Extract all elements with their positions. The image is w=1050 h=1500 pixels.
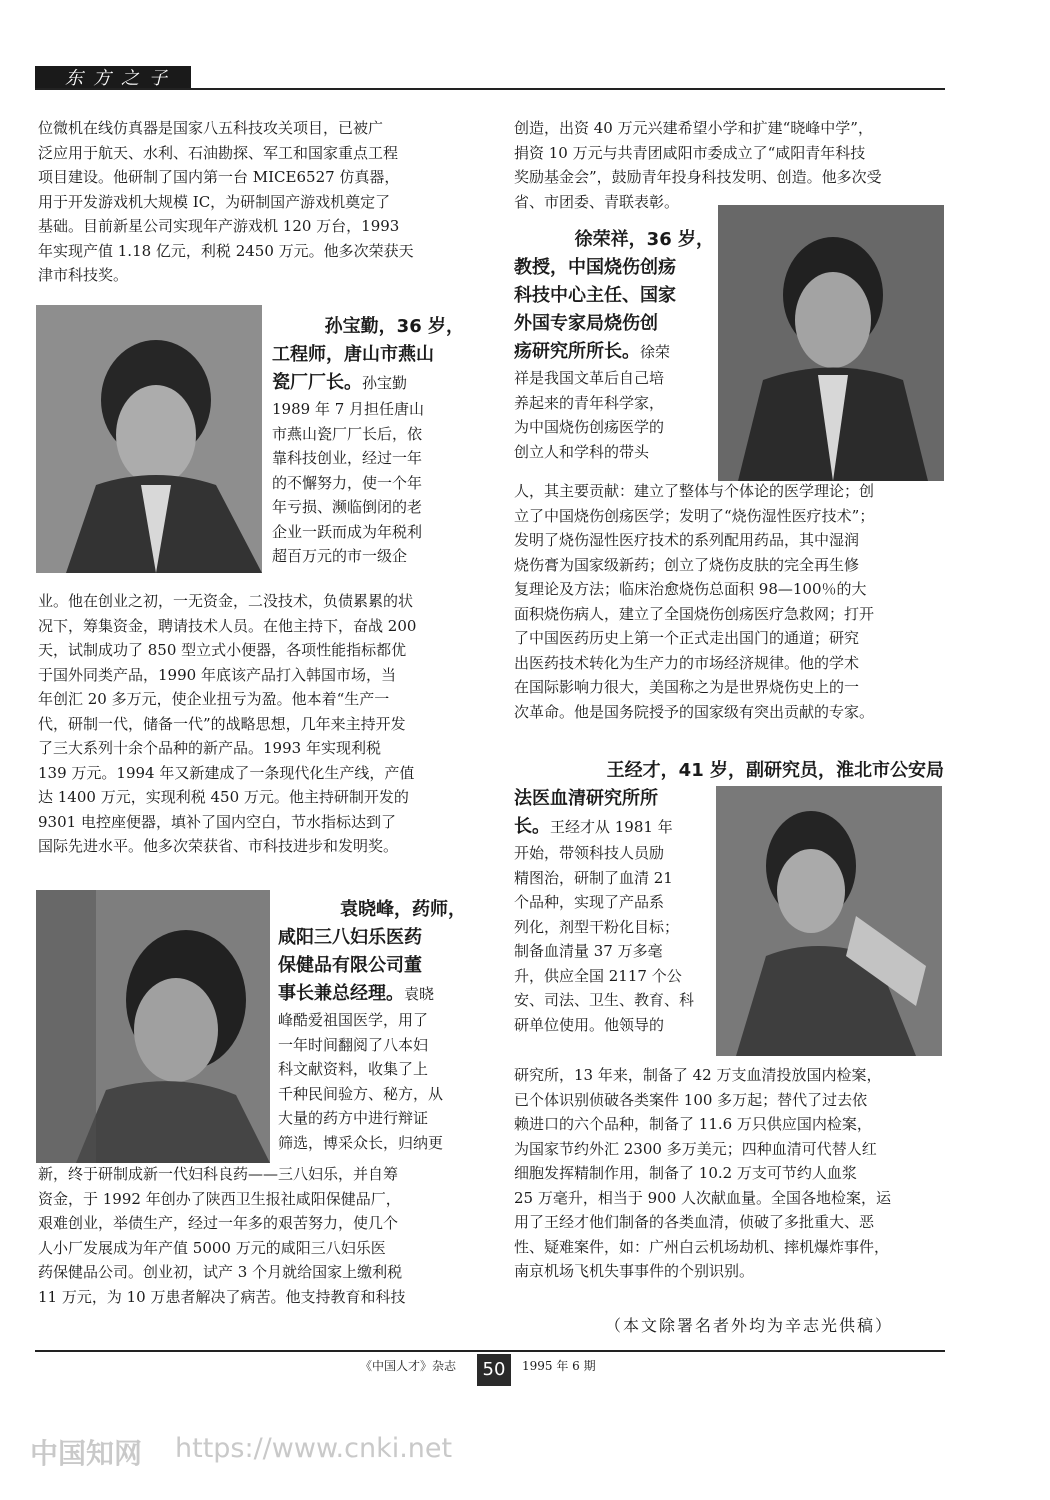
text-line: 养起来的青年科学家， — [514, 393, 665, 412]
yuan-heading-line: 事长兼总经理。 — [278, 983, 404, 1004]
xu-heading-line: 教授，中国烧伤创疡 — [514, 257, 676, 278]
page-number: 50 — [477, 1354, 511, 1386]
text-line: 泛应用于航天、水利、石油勘探、军工和国家重点工程 — [38, 143, 399, 162]
text-line: 国际先进水平。他多次荣获省、市科技进步和发明奖。 — [38, 837, 399, 855]
text-line: 1989 年 7 月担任唐山 — [272, 400, 425, 418]
text-line: 了中国医药历史上第一个正式走出国门的通道；研究 — [514, 629, 860, 647]
right-intro — [514, 116, 944, 214]
yuan-heading-line: 咸阳三八妇乐医药 — [278, 927, 422, 948]
portrait-image — [36, 890, 270, 1163]
wang-heading-full — [514, 757, 944, 785]
cnki-logo: 中国知网 — [30, 1437, 143, 1470]
text-line: 在国际影响力很大，美国称之为是世界烧伤史上的一 — [514, 678, 860, 696]
text-line: 业。他在创业之初，一无资金，二没技术，负债累累的状 — [38, 592, 414, 610]
text-line: 省、市团委、青联表彰。 — [514, 192, 680, 211]
wang-heading-line: 法医血清研究所所 — [514, 788, 658, 809]
xu-heading-line: 徐荣祥，36 岁， — [574, 229, 714, 250]
wang-heading-tail: 王经才从 1981 年 — [550, 818, 673, 836]
text-line: 峰酷爱祖国医学，用了 — [278, 1011, 429, 1029]
footer-issue: 1995 年 6 期 — [522, 1359, 596, 1373]
text-line: 的不懈努力，使一个年 — [272, 473, 423, 492]
portrait-wang-jingcai — [716, 786, 942, 1056]
footer-rule — [35, 1350, 945, 1352]
text-line: 企业一跃而成为年税利 — [272, 522, 423, 541]
text-line: 代，研制一代，储备一代”的战略思想，几年来主持开发 — [38, 714, 406, 733]
footer-magazine: 《中国人才》杂志 — [360, 1359, 457, 1373]
text-line: 达 1400 万元，实现利税 450 万元。他主持研制开发的 — [38, 788, 409, 806]
text-line: 了三大系列十余个品种的新产品。1993 年实现利税 — [38, 739, 381, 757]
text-line: 药保健品公司。创业初，试产 3 个月就给国家上缴利税 — [38, 1263, 403, 1281]
section-tab: 东方之子 — [35, 66, 191, 90]
wang-body — [514, 1063, 944, 1284]
text-line: 况下，筹集资金，聘请技术人员。在他主持下，奋战 200 — [38, 616, 417, 635]
text-line: 捐资 10 万元与共青团咸阳市委成立了“咸阳青年科技 — [514, 143, 866, 162]
text-line: 为国家节约外汇 2300 多万美元；四种血清可代替人红 — [514, 1139, 877, 1158]
text-line: 创立人和学科的带头 — [514, 442, 650, 461]
yuan-wrap-block — [278, 896, 466, 1155]
text-line: 次革命。他是国务院授予的国家级有突出贡献的专家。 — [514, 702, 875, 721]
text-line: 位微机在线仿真器是国家八五科技攻关项目，已被广 — [38, 119, 384, 137]
text-line: 超百万元的市一级企 — [272, 547, 408, 565]
xu-heading-line: 科技中心主任、国家 — [514, 285, 676, 306]
text-line: 年实现产值 1.18 亿元，利税 2450 万元。他多次荣获天 — [38, 241, 414, 260]
sun-heading-line: 孙宝勤，36 岁， — [324, 316, 464, 337]
wang-wrap-block — [514, 785, 714, 1037]
xu-heading-line: 疡研究所所长。 — [514, 341, 640, 362]
sun-body — [38, 589, 463, 859]
text-line: 一年时间翻阅了八本妇 — [278, 1035, 429, 1054]
xu-heading-tail-line — [514, 338, 714, 366]
text-line: 人小厂发展成为年产值 5000 万元的咸阳三八妇乐医 — [38, 1238, 386, 1257]
yuan-heading-line: 袁晓峰，药师， — [340, 899, 466, 920]
text-line: 用了王经才他们制备的各类血清，侦破了多批重大、恶 — [514, 1213, 875, 1231]
text-line: 基础。目前新星公司实现年产游戏机 120 万台，1993 — [38, 217, 400, 235]
text-line: 赖进口的六个品种，制备了 11.6 万只供应国内检案， — [514, 1115, 872, 1133]
text-line: 天，试制成功了 850 型立式小便器，各项性能指标都优 — [38, 641, 407, 659]
text-line: 列化，剂型干粉化目标； — [514, 917, 680, 936]
text-line: 安、司法、卫生、教育、科 — [514, 991, 695, 1009]
text-line: 性、疑难案件，如：广州白云机场劫机、摔机爆炸事件， — [514, 1237, 890, 1256]
wang-heading-tail-line — [514, 813, 714, 841]
portrait-xu-rongxiang — [718, 205, 944, 481]
text-line: 制备血清量 37 万多毫 — [514, 942, 663, 960]
text-line: 津市科技奖。 — [38, 266, 129, 284]
yuan-heading-tail: 袁晓 — [404, 985, 435, 1003]
text-line: 25 万毫升，相当于 900 人次献血量。全国各地检案，运 — [514, 1188, 892, 1207]
text-line: 艰难创业，举债生产，经过一年多的艰苦努力，使几个 — [38, 1214, 399, 1232]
sun-heading-line: 工程师，唐山市燕山 — [272, 344, 434, 365]
text-line: 139 万元。1994 年又新建成了一条现代化生产线，产值 — [38, 763, 415, 782]
header-rule — [35, 88, 945, 90]
text-line: 筛选，博采众长，归纳更 — [278, 1133, 444, 1152]
text-line: 已个体识别侦破各类案件 100 多万起；替代了过去依 — [514, 1090, 868, 1109]
wang-heading-line: 长。 — [514, 816, 550, 837]
portrait-image — [718, 205, 944, 481]
sun-wrap-block — [272, 313, 464, 569]
yuan-heading-line: 保健品有限公司董 — [278, 955, 422, 976]
text-line: 精图治，研制了血清 21 — [514, 868, 673, 887]
text-line: 烧伤膏为国家级新药；创立了烧伤皮肤的完全再生修 — [514, 555, 860, 574]
sun-heading-tail: 孙宝勤 — [362, 374, 408, 392]
text-line: 个品种，实现了产品系 — [514, 893, 665, 911]
left-intro — [38, 116, 463, 288]
text-line: 项目建设。他研制了国内第一台 MICE6527 仿真器， — [38, 168, 400, 186]
text-line: 奖励基金会”，鼓励青年投身科技发明、创造。他多次受 — [514, 168, 882, 186]
text-line: 年创汇 20 多万元，使企业扭亏为盈。他本着“生产一 — [38, 690, 390, 708]
xu-wrap-block — [514, 226, 714, 464]
text-line: 复理论及方法；临床治愈烧伤总面积 98—100％的大 — [514, 580, 867, 598]
cnki-url[interactable]: https://www.cnki.net — [175, 1433, 453, 1464]
article-credit: （本文除署名者外均为辛志光供稿） — [605, 1316, 894, 1335]
portrait-image — [36, 305, 262, 573]
text-line: 升，供应全国 2117 个公 — [514, 966, 682, 985]
text-line: 创造，出资 40 万元兴建希望小学和扩建“晓峰中学”， — [514, 119, 873, 137]
text-line: 于国外同类产品，1990 年底该产品打入韩国市场，当 — [38, 665, 396, 684]
xu-body — [514, 479, 944, 724]
text-line: 大量的药方中进行辩证 — [278, 1109, 429, 1127]
text-line: 资金，于 1992 年创办了陕西卫生报社咸阳保健品厂， — [38, 1189, 401, 1208]
text-line: 为中国烧伤创疡医学的 — [514, 418, 665, 436]
sun-heading-line: 瓷厂厂长。 — [272, 372, 362, 393]
text-line: 出医药技术转化为生产力的市场经济规律。他的学术 — [514, 653, 860, 672]
text-line: 面积烧伤病人，建立了全国烧伤创疡医疗急救网；打开 — [514, 604, 875, 623]
text-line: 研究所，13 年来，制备了 42 万支血清投放国内检案， — [514, 1066, 882, 1084]
yuan-body — [38, 1162, 463, 1309]
sun-heading-tail-line — [272, 369, 464, 397]
portrait-sun-baoqin — [36, 305, 262, 573]
portrait-yuan-xiaofeng — [36, 890, 270, 1163]
text-line: 9301 电控座便器，填补了国内空白，节水指标达到了 — [38, 812, 396, 831]
text-line: 南京机场飞机失事事件的个别识别。 — [514, 1262, 755, 1280]
text-line: 用于开发游戏机大规模 IC，为研制国产游戏机奠定了 — [38, 192, 391, 211]
text-line: 市燕山瓷厂厂长后，依 — [272, 424, 423, 443]
xu-heading-tail: 徐荣 — [640, 343, 671, 361]
text-line: 科文献资料，收集了上 — [278, 1060, 429, 1078]
text-line: 开始，带领科技人员励 — [514, 844, 665, 862]
text-line: 千种民间验方、秘方，从 — [278, 1084, 444, 1103]
wang-heading-line: 王经才，41 岁，副研究员，淮北市公安局 — [606, 760, 944, 781]
text-line: 立了中国烧伤创疡医学；发明了“烧伤湿性医疗技术”； — [514, 506, 875, 525]
text-line: 细胞发挥精制作用，制备了 10.2 万支可节约人血浆 — [514, 1164, 857, 1182]
portrait-image — [716, 786, 942, 1056]
text-line: 研单位使用。他领导的 — [514, 1015, 665, 1034]
text-line: 发明了烧伤湿性医疗技术的系列配用药品，其中湿润 — [514, 531, 860, 549]
text-line: 人，其主要贡献：建立了整体与个体论的医学理论；创 — [514, 482, 875, 500]
text-line: 年亏损、濒临倒闭的老 — [272, 498, 423, 516]
yuan-heading-tail-line — [278, 980, 466, 1008]
text-line: 靠科技创业，经过一年 — [272, 449, 423, 467]
text-line: 新，终于研制成新一代妇科良药——三八妇乐，并自筹 — [38, 1165, 399, 1183]
xu-heading-line: 外国专家局烧伤创 — [514, 313, 658, 334]
text-line: 祥是我国文革后自己培 — [514, 369, 665, 387]
text-line: 11 万元，为 10 万患者解决了病苦。他支持教育和科技 — [38, 1287, 406, 1306]
